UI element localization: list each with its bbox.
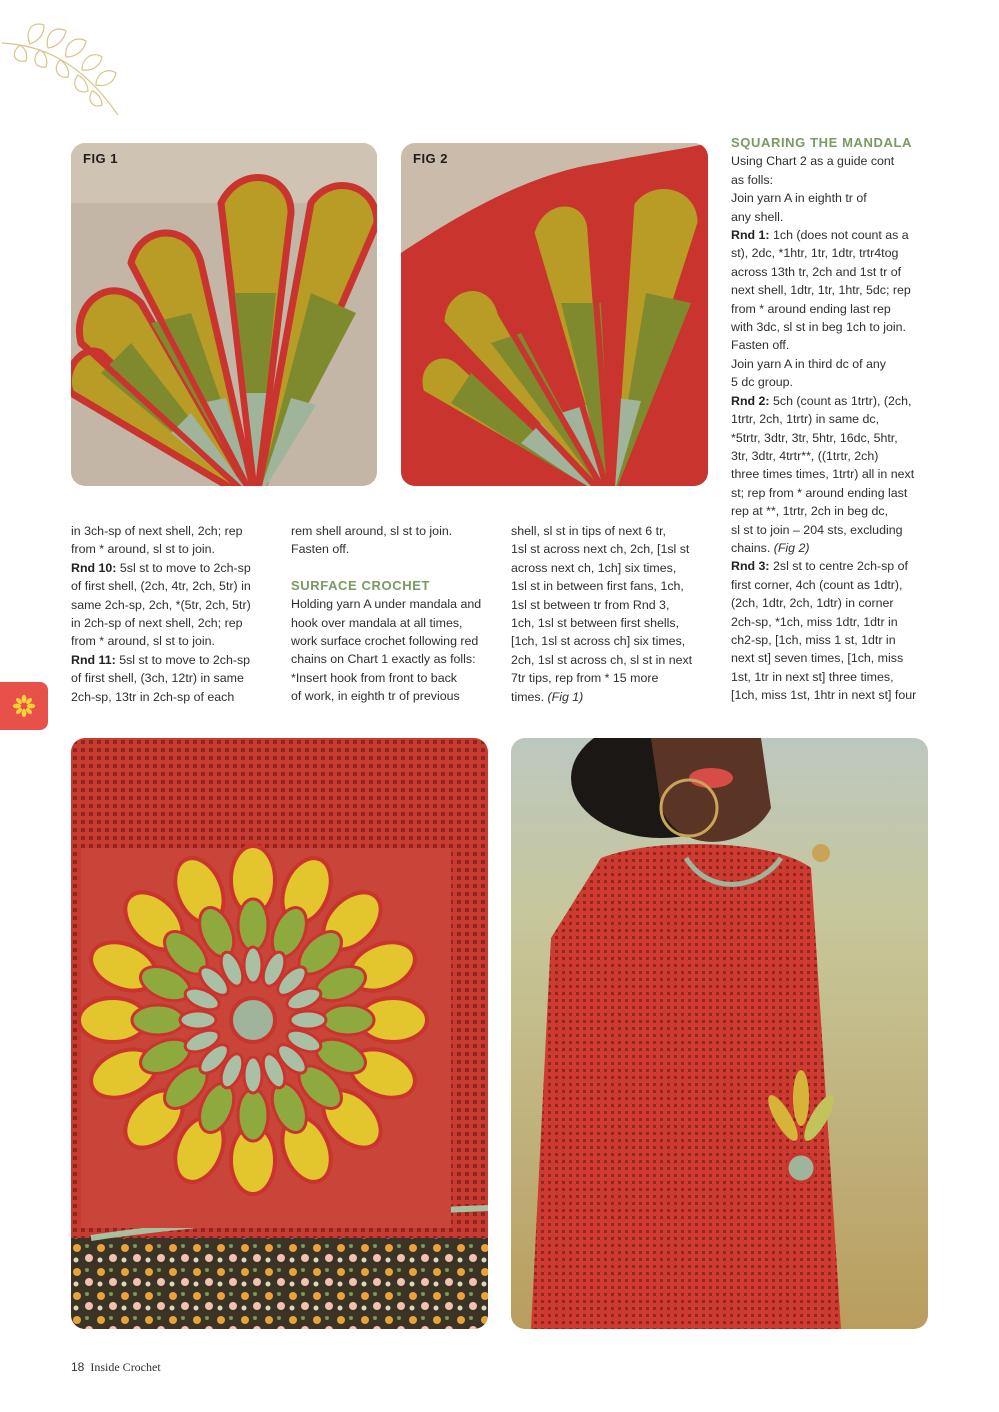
column-2 [291, 522, 496, 706]
text-line [291, 595, 496, 613]
flower-icon [12, 694, 36, 718]
line-text: 1trtr, 2ch, 1trtr) in same dc, [731, 412, 880, 427]
round-label: Rnd 2: [731, 393, 770, 408]
line-text: first corner, 4ch (count as 1dtr), [731, 577, 903, 592]
text-line [731, 557, 941, 575]
column-squaring-the-mandala [731, 134, 941, 705]
fig1-photo [71, 143, 377, 486]
text-line [731, 189, 941, 207]
text-line [71, 651, 276, 669]
line-text: 2sl st to centre 2ch-sp of [769, 559, 908, 574]
heading-squaring-the-mandala: SQUARING THE MANDALA [731, 135, 912, 150]
line-text: Join yarn A in eighth tr of [731, 191, 867, 206]
text-line [731, 484, 941, 502]
text-line [511, 559, 716, 577]
text-line [731, 668, 941, 686]
fig1-crochet-fan-image [71, 143, 377, 486]
line-text: 1ch (does not count as a [769, 228, 909, 243]
line-text: 2ch-sp, *1ch, miss 1dtr, 1dtr in [731, 614, 898, 629]
line-text: across 13th tr, 2ch and 1st tr of [731, 264, 902, 279]
text-line [731, 392, 941, 410]
model-sweater-image [511, 738, 928, 1329]
figure-reference: (Fig 1) [547, 689, 584, 704]
text-line [731, 244, 941, 262]
line-text: same 2ch-sp, 2ch, *(5tr, 2ch, 5tr) [71, 597, 251, 612]
text-line [511, 577, 716, 595]
text-line [71, 632, 276, 650]
leaf-branch-decoration [0, 15, 135, 120]
text-line [511, 596, 716, 614]
line-text: 1sl st between tr from Rnd 3, [511, 597, 670, 612]
text-line [731, 594, 941, 612]
line-text: rep at **, 1trtr, 2ch in beg dc, [731, 504, 889, 519]
text-line [731, 226, 941, 244]
line-text: 5sl st to move to 2ch-sp [115, 652, 251, 667]
text-line [71, 577, 276, 595]
sweater-back-photo [71, 738, 488, 1329]
line-text: 2ch-sp, 13tr in 2ch-sp of each [71, 689, 235, 704]
text-line [731, 355, 941, 373]
line-text: st; rep from * around ending last [731, 485, 908, 500]
section-tab [0, 682, 48, 730]
text-line [71, 559, 276, 577]
line-text: 1st, 1tr in next st] three times, [731, 669, 894, 684]
round-label: Rnd 3: [731, 559, 770, 574]
line-text: three times times, 1trtr) all in next [731, 467, 915, 482]
line-text: as folls: [731, 172, 774, 187]
text-line [291, 650, 496, 668]
text-line [731, 281, 941, 299]
col3-lines [511, 522, 716, 706]
line-text: *5trtr, 3dtr, 3tr, 5htr, 16dc, 5htr, [731, 430, 898, 445]
text-line [731, 649, 941, 667]
model-photo [511, 738, 928, 1329]
line-text: sl st to join – 204 sts, excluding [731, 522, 903, 537]
line-text: across next ch, 1ch] six times, [511, 560, 677, 575]
text-line [511, 688, 716, 706]
column-3 [511, 522, 716, 706]
text-line [731, 263, 941, 281]
text-line [731, 318, 941, 336]
text-line [291, 669, 496, 687]
text-line [291, 540, 496, 558]
line-text: times. [511, 689, 548, 704]
line-text: 7tr tips, rep from * 15 more [511, 671, 659, 686]
text-line [291, 632, 496, 650]
mandala-motif [79, 846, 427, 1194]
line-text: in 3ch-sp of next shell, 2ch; rep [71, 524, 243, 538]
line-text: Holding yarn A under mandala and [291, 597, 482, 612]
fig2-photo [401, 143, 708, 486]
text-line [731, 300, 941, 318]
line-text: 1ch, 1sl st between first shells, [511, 616, 680, 631]
line-text: Fasten off. [731, 338, 790, 353]
line-text: chains on Chart 1 exactly as folls: [291, 652, 476, 667]
line-text: 1sl st in between first fans, 1ch, [511, 579, 684, 594]
line-text: Fasten off. [291, 542, 350, 557]
text-line [731, 171, 941, 189]
text-line [731, 521, 941, 539]
line-text: with 3dc, sl st in beg 1ch to join. [731, 320, 906, 335]
line-text: work surface crochet following red [291, 634, 479, 649]
line-text: of first shell, (2ch, 4tr, 2ch, 5tr) in [71, 579, 251, 594]
page-footer [71, 1360, 161, 1375]
line-text: [1ch, miss 1st, 1htr in next st] four [731, 688, 917, 703]
line-text: st), 2dc, *1htr, 1tr, 1dtr, trtr4tog [731, 246, 899, 261]
column-1 [71, 522, 276, 706]
text-line [731, 613, 941, 631]
line-text: ch2-sp, [1ch, miss 1 st, 1dtr in [731, 632, 896, 647]
round-label: Rnd 11: [71, 652, 116, 667]
text-line [731, 502, 941, 520]
text-line [511, 651, 716, 669]
round-label: Rnd 10: [71, 560, 117, 575]
magazine-name: Inside Crochet [90, 1360, 161, 1374]
line-text: of work, in eighth tr of previous [291, 689, 460, 704]
text-line [71, 669, 276, 687]
text-line [511, 614, 716, 632]
line-text: chains. [731, 540, 774, 555]
text-line [731, 539, 941, 557]
fig1-label: FIG 1 [83, 151, 119, 166]
line-text: next st] seven times, [1ch, miss [731, 651, 904, 666]
col1-lines [71, 522, 276, 706]
line-text: shell, sl st in tips of next 6 tr, [511, 524, 666, 538]
text-line [291, 522, 496, 540]
text-line [731, 429, 941, 447]
sweater-mandala-image [71, 738, 488, 1329]
line-text: 5ch (count as 1trtr), (2ch, [769, 393, 912, 408]
col2-lines-top [291, 522, 496, 559]
col4-lines [731, 152, 941, 704]
line-text: of first shell, (3ch, 12tr) in same [71, 671, 244, 686]
text-line [731, 686, 941, 704]
line-text: 5 dc group. [731, 375, 793, 390]
text-line [71, 614, 276, 632]
line-text: 3tr, 3dtr, 4trtr**, ((1trtr, 2ch) [731, 448, 879, 463]
line-text: next shell, 1dtr, 1tr, 1htr, 5dc; rep [731, 283, 911, 298]
text-line [731, 576, 941, 594]
round-label: Rnd 1: [731, 228, 770, 243]
text-line [71, 522, 276, 540]
figure-reference: (Fig 2) [773, 540, 810, 555]
fig2-crochet-fan-image [401, 143, 708, 486]
text-line [731, 447, 941, 465]
line-text: in 2ch-sp of next shell, 2ch; rep [71, 616, 243, 631]
line-text: (2ch, 1dtr, 2ch, 1dtr) in corner [731, 596, 894, 611]
line-text: any shell. [731, 209, 784, 224]
text-line [731, 465, 941, 483]
line-text: 5sl st to move to 2ch-sp [116, 560, 251, 575]
line-text: Join yarn A in third dc of any [731, 356, 886, 371]
line-text: rem shell around, sl st to join. [291, 524, 453, 538]
line-text: hook over mandala at all times, [291, 615, 463, 630]
text-line [511, 669, 716, 687]
text-line [71, 540, 276, 558]
line-text: from * around ending last rep [731, 301, 891, 316]
text-line [511, 632, 716, 650]
text-line [731, 208, 941, 226]
heading-surface-crochet: SURFACE CROCHET [291, 577, 431, 593]
text-line [71, 596, 276, 614]
line-text: 2ch, 1sl st across ch, sl st in next [511, 652, 693, 667]
fig2-label: FIG 2 [413, 151, 449, 166]
page-number: 18 [71, 1360, 85, 1374]
line-text: *Insert hook from front to back [291, 670, 457, 685]
text-line [71, 688, 276, 706]
line-text: from * around, sl st to join. [71, 542, 215, 557]
text-line [731, 631, 941, 649]
text-line [731, 336, 941, 354]
text-line [731, 373, 941, 391]
text-line [731, 152, 941, 170]
line-text: from * around, sl st to join. [71, 634, 215, 649]
line-text: Using Chart 2 as a guide cont [731, 154, 895, 169]
col2-lines-bottom [291, 595, 496, 705]
text-line [291, 614, 496, 632]
text-line [291, 687, 496, 705]
line-text: [1ch, 1sl st across ch] six times, [511, 634, 686, 649]
text-line [731, 410, 941, 428]
line-text: 1sl st across next ch, 2ch, [1sl st [511, 542, 690, 557]
text-line [511, 522, 716, 540]
text-line [511, 540, 716, 558]
